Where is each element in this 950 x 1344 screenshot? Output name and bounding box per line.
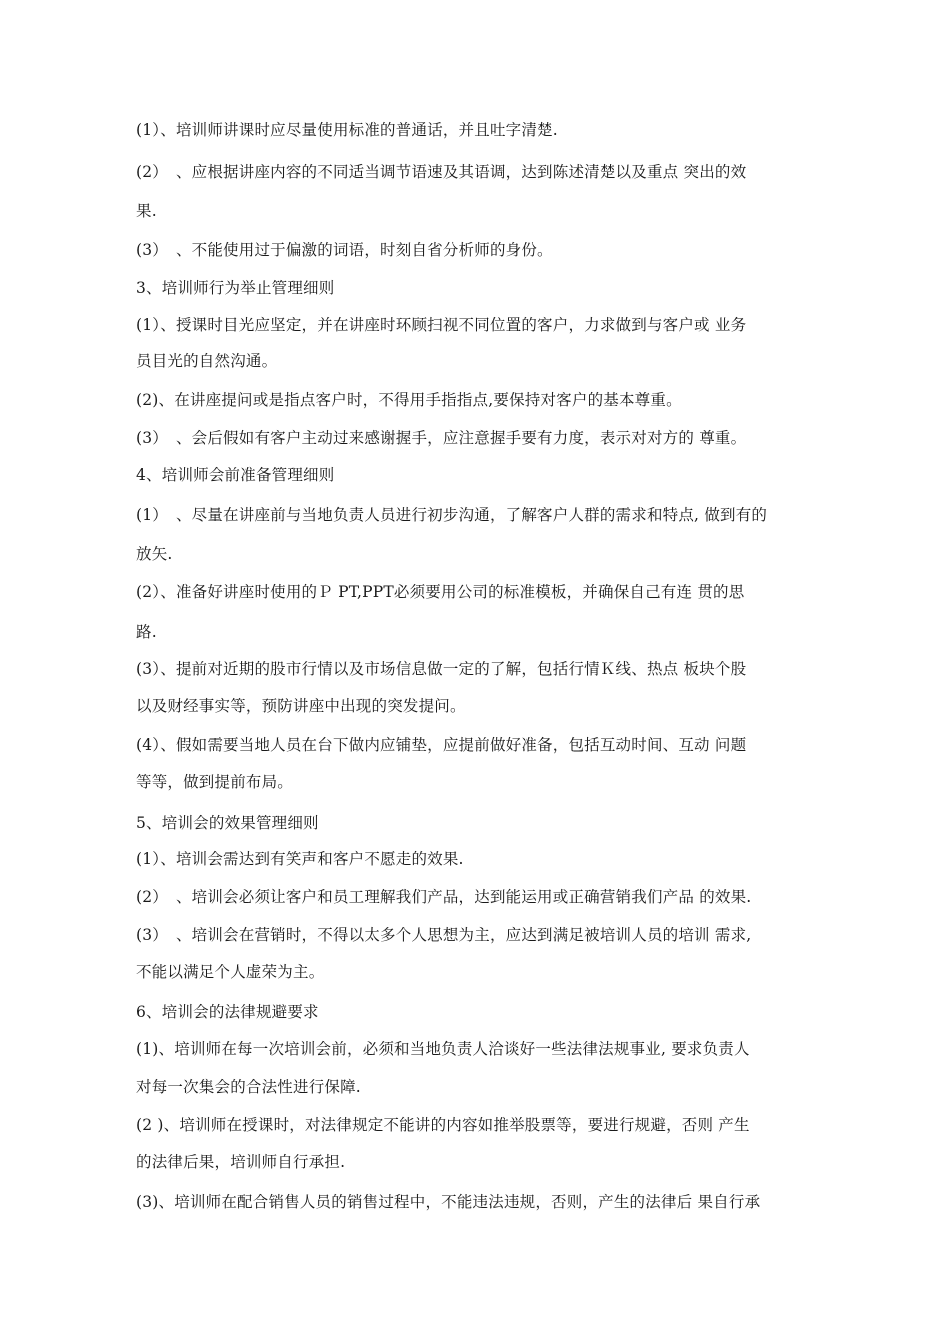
text-line: (4）、假如需要当地人员在台下做内应铺垫，应提前做好准备，包括互动时间、互动 问题 [136, 736, 747, 754]
text-line: (3)、培训师在配合销售人员的销售过程中，不能违法违规，否则，产生的法律后 果自行承 [136, 1193, 761, 1211]
text-line: (1)、培训师在每一次培训会前，必须和当地负责人洽谈好一些法律法规事业, 要求负责人 [136, 1040, 750, 1058]
text-line: (3） 、会后假如有客户主动过来感谢握手，应注意握手要有力度，表示对对方的 尊重。 [136, 429, 747, 447]
text-line: (2)、在讲座提问或是指点客户时，不得用手指指点,要保持对客户的基本尊重。 [136, 391, 682, 409]
text-line: (1）、培训师讲课时应尽量使用标准的普通话，并且吐字清楚. [136, 121, 558, 139]
text-line: (3）、提前对近期的股市行情以及市场信息做一定的了解，包括行情Ｋ线、热点 板块个股 [136, 660, 747, 678]
text-line: 的法律后果，培训师自行承担. [136, 1153, 346, 1171]
text-line: 路. [136, 623, 157, 641]
text-line: 不能以满足个人虚荣为主。 [136, 963, 325, 981]
section-heading: 5、培训会的效果管理细则 [136, 814, 319, 832]
text-line: 以及财经事实等，预防讲座中出现的突发提问。 [136, 697, 466, 715]
text-line: (2 )、培训师在授课时，对法律规定不能讲的内容如推举股票等，要进行规避，否则 产生 [136, 1116, 750, 1134]
text-line: (1）、授课时目光应坚定，并在讲座时环顾扫视不同位置的客户，力求做到与客户或 业务 [136, 316, 747, 334]
text-line: 对每一次集会的合法性进行保障. [136, 1078, 361, 1096]
text-line: (1） 、尽量在讲座前与当地负责人员进行初步沟通，了解客户人群的需求和特点, 做到有的 [136, 506, 768, 524]
text-line: 放矢. [136, 545, 173, 563]
text-line: (2） 、应根据讲座内容的不同适当调节语速及其语调，达到陈述清楚以及重点 突出的效 [136, 163, 747, 181]
text-line: (1）、培训会需达到有笑声和客户不愿走的效果. [136, 850, 464, 868]
section-heading: 6、培训会的法律规避要求 [136, 1003, 319, 1021]
text-line: (3） 、不能使用过于偏激的词语，时刻自省分析师的身份。 [136, 241, 553, 259]
text-line: (2） 、培训会必须让客户和员工理解我们产品，达到能运用或正确营销我们产品 的效果. [136, 888, 752, 906]
text-line: 员目光的自然沟通。 [136, 352, 278, 370]
section-heading: 4、培训师会前准备管理细则 [136, 466, 335, 484]
text-line: 果. [136, 202, 157, 220]
text-line: (3） 、培训会在营销时，不得以太多个人思想为主，应达到满足被培训人员的培训 需求, [136, 926, 752, 944]
text-line: 等等，做到提前布局。 [136, 773, 294, 791]
text-line: (2）、准备好讲座时使用的Ｐ PT,PPT必须要用公司的标准模板，并确保自己有连 贯的思 [136, 583, 745, 601]
section-heading: 3、培训师行为举止管理细则 [136, 279, 335, 297]
